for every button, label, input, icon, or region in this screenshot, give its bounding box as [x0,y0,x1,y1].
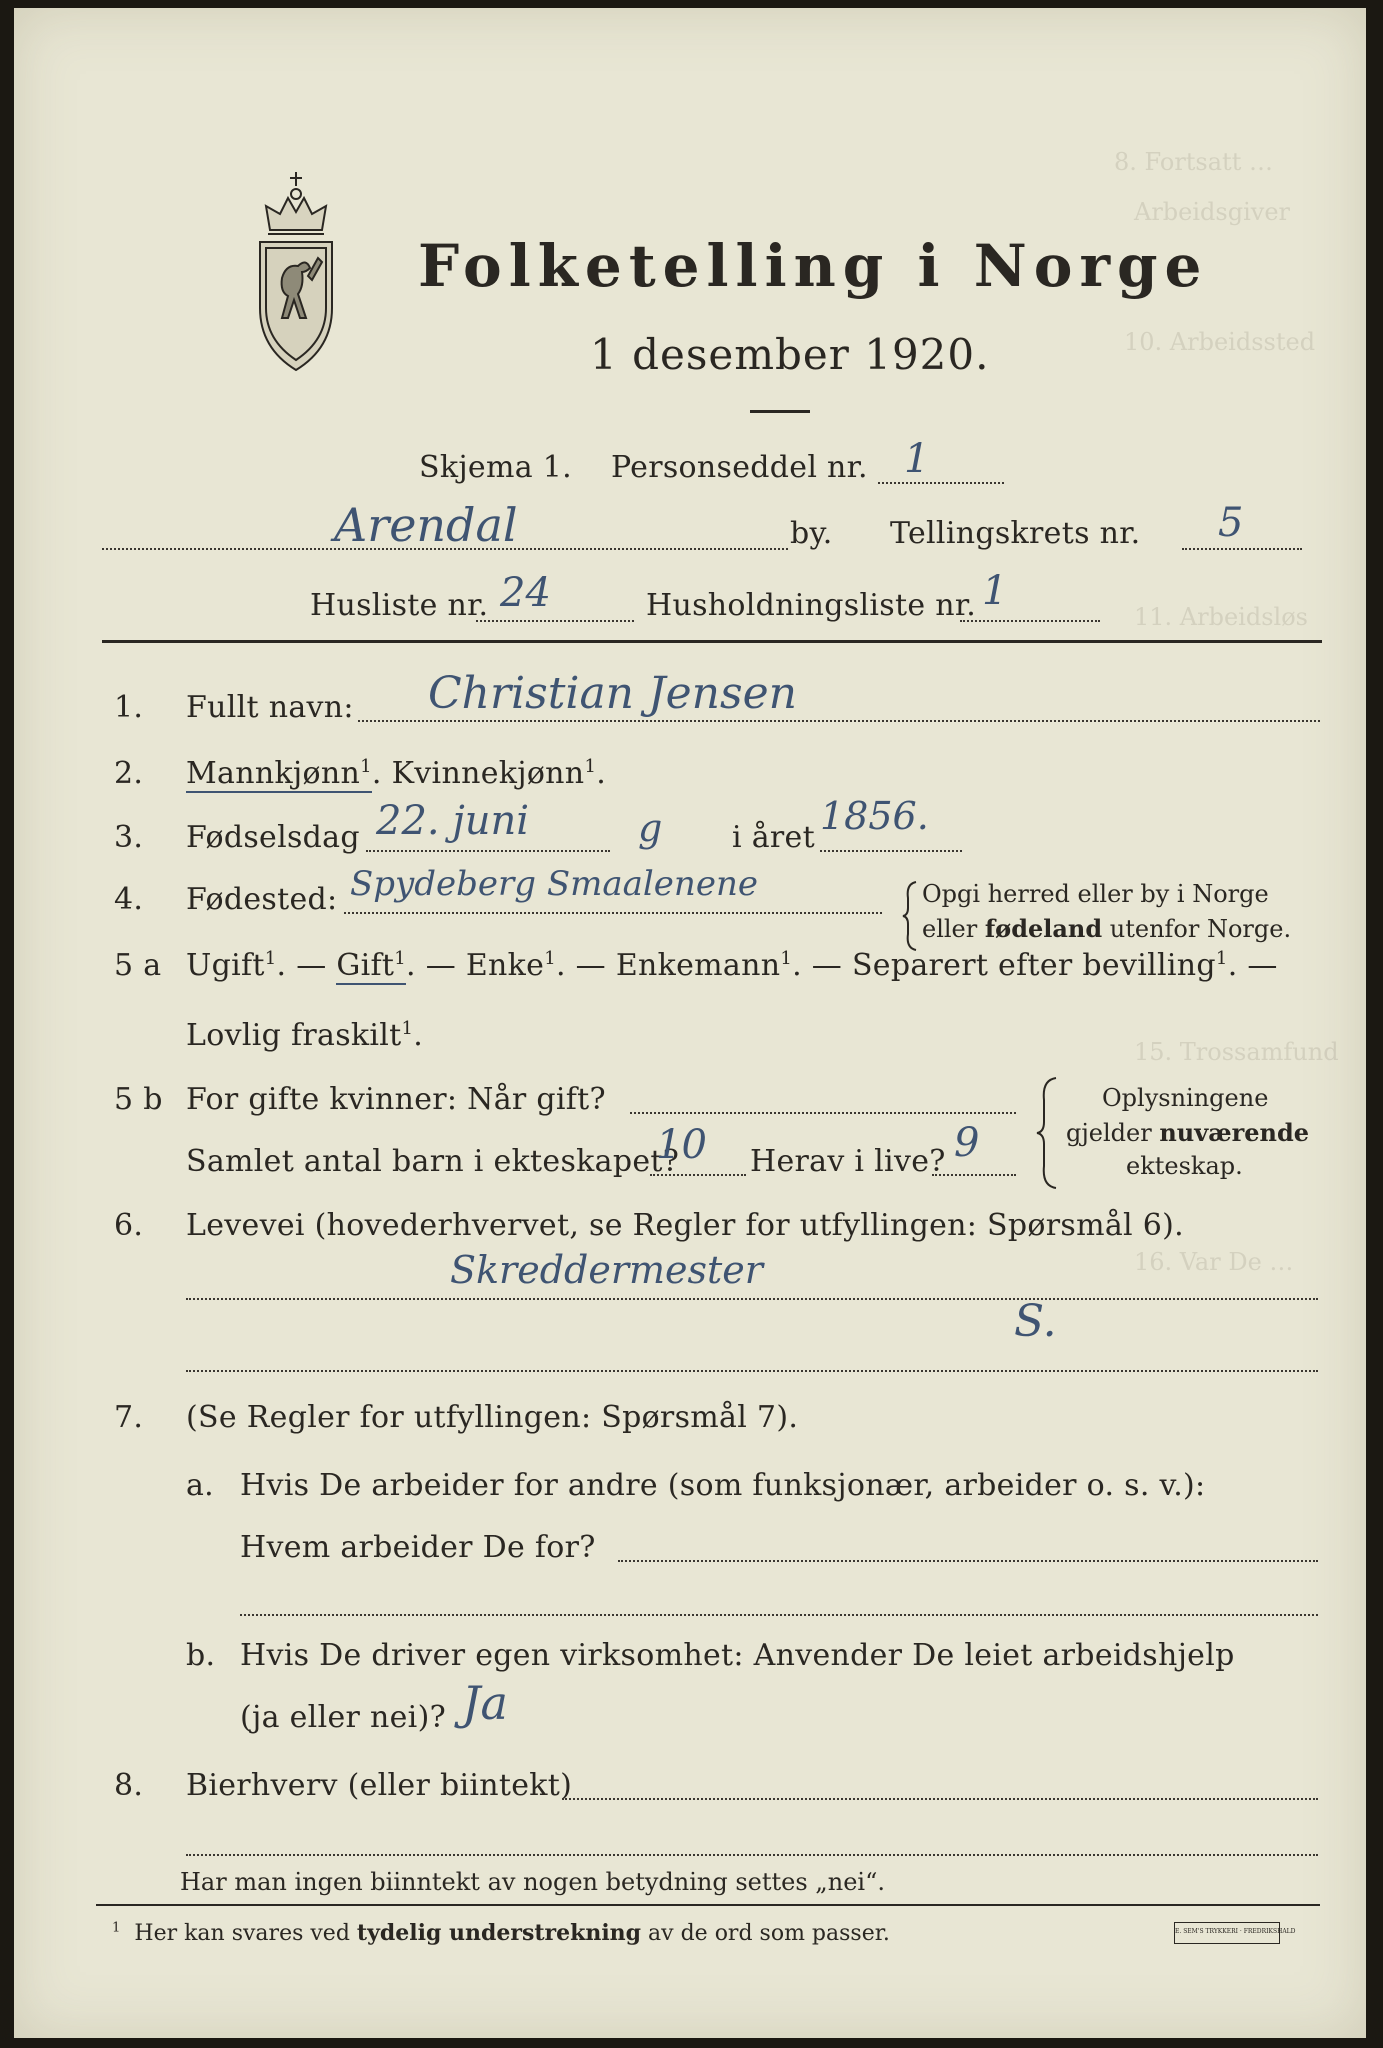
q5b-alive-line [932,1174,1016,1176]
husliste-line [476,620,634,622]
q4-note-line1: Opgi herred eller by i Norge [922,880,1269,908]
q7b-letter: b. [186,1638,216,1673]
q5b-children-label: Samlet antal barn i ekteskapet? [186,1144,680,1179]
q1-label: Fullt navn: [186,690,354,725]
q1-line [358,720,1320,722]
husliste-value[interactable]: 24 [500,570,551,616]
q6-line2 [186,1370,1318,1372]
option-ugift[interactable]: Ugift$^1$. [186,948,287,983]
tellingskrets-label: Tellingskrets nr. [890,516,1141,551]
q5b-note-line3: ekteskap. [1126,1152,1243,1180]
footnote-rule [96,1904,1320,1906]
personseddel-label: Personseddel nr. [611,450,868,485]
q5a-number: 5 a [114,948,162,983]
q8-line2 [186,1854,1318,1856]
footnote: $^1$ Her kan svares ved tydelig understrekning av de ord som passer. [112,1920,890,1946]
hired-help-value[interactable]: Ja [462,1676,508,1730]
q5b-when-line [630,1112,1016,1114]
q1-number: 1. [114,690,144,725]
occupation-mark: S. [1014,1296,1057,1347]
birthdate-value[interactable]: 22. juni [376,798,530,844]
q7a-line2: Hvem arbeider De for? [240,1530,596,1565]
q5b-alive-label: Herav i live? [750,1144,946,1179]
occupation-value[interactable]: Skreddermester [450,1248,763,1292]
q5b-number: 5 b [114,1082,163,1117]
nei-note: Har man ingen biinntekt av nogen betydning settes „nei“. [180,1868,885,1896]
husholdning-label: Husholdningsliste nr. [646,588,977,623]
q3-number: 3. [114,820,144,855]
skjema-label: Skjema 1. [419,450,572,485]
coat-of-arms-icon [252,168,340,378]
census-form: 8. Fortsatt … Arbeidsgiver 10. Arbeidssted 11. Arbeidsløs 15. Trossamfund 16. Var De … Folketelling i Norge 1 desember 1920. Skjema 1. Personseddel nr. 1 Arendal by. Tellingskrets nr. 5 Husliste nr. 24 Husholdningsliste nr. 1 1. Fullt navn: Christian Jensen 2. Mannkjønn$^1$. Kvinnekjønn$^1$. 3. Fødselsdag 22. juni g i året 1856. 4. Fødested: Spydeberg Smaalenene Opgi herred eller by i Norge eller fødeland utenfor Norge. 5 a Ugift$^1$. — Gift$^1$. — Enke$^1$. — Enkemann$^1$. — Separert efter bevilling$^1$. — Lovlig fraskilt$^1$. 5 b For gifte kvinner: Når gift? Samlet antal barn i ekteskapet? 10 Herav i live? 9 Oplysningene gjelder nuværende ekteskap. 6. Levevei (hovederhvervet, se Regler for utfyllingen: Spørsmål 6). Skreddermester S. 7. (Se Regler for utfyllingen: Spørsmål 7). a. Hvis De arbeider for andre (som funksjonær, arbeider o. s. v.): Hvem arbeider De for? b. Hvis De driver egen virksomhet: Anvender De leiet arbeidshjelp (ja eller nei)? Ja 8. Bierhverv (eller biintekt) Har man ingen biinntekt av nogen betydning settes „nei“. $^1$ Her kan svares ved tydelig understrekning av de ord som passer. E. SEM'S TRYKKERI · FREDRIKSHALD [14,8,1366,2038]
q6-label: Levevei (hovederhvervet, se Regler for utfyllingen: Spørsmål 6). [186,1208,1184,1243]
children-count-value[interactable]: 10 [656,1122,707,1168]
option-gift[interactable]: Gift$^1$ [336,948,407,983]
marital-options: Ugift$^1$. — Gift$^1$. — Enke$^1$. — Enkemann$^1$. — Separert efter bevilling$^1$. — [186,948,1278,983]
husholdning-line [960,620,1100,622]
q6-line1 [186,1298,1318,1300]
q5b-children-line [650,1174,746,1176]
full-name-value[interactable]: Christian Jensen [428,668,797,719]
q3-label: Fødselsdag [186,820,360,855]
q4-brace-icon [902,880,918,952]
q7a-letter: a. [186,1468,215,1503]
header-rule [102,640,1322,643]
q3-date-line [366,850,610,852]
by-value[interactable]: Arendal [334,498,518,552]
q7b-line2: (ja eller nei)? [240,1700,446,1735]
q4-number: 4. [114,882,144,917]
option-separert[interactable]: Separert efter bevilling$^1$. [851,948,1238,983]
q5b-note-line1: Oplysningene [1102,1084,1269,1112]
husholdning-value[interactable]: 1 [982,568,1008,614]
q7a-line-b [240,1614,1318,1616]
birthdate-mark: g [638,806,663,850]
tellingskrets-value[interactable]: 5 [1218,500,1244,546]
q5b-when-label: For gifte kvinner: Når gift? [186,1082,606,1117]
q4-note-line2: eller fødeland utenfor Norge. [922,914,1292,943]
option-enkemann[interactable]: Enkemann$^1$. [615,948,802,983]
q8-line1 [562,1798,1318,1800]
q4-line [344,912,882,914]
birthyear-value[interactable]: 1856. [820,794,929,838]
personseddel-value[interactable]: 1 [904,436,930,482]
form-title: Folketelling i Norge [418,232,1209,300]
option-kvinnekjonn[interactable]: Kvinnekjønn$^1$ [391,756,597,791]
by-label: by. [790,516,833,551]
q2-number: 2. [114,756,144,791]
q4-label: Fødested: [186,882,338,917]
q7b-line1: Hvis De driver egen virksomhet: Anvender De leiet arbeidshjelp [240,1638,1235,1673]
sex-options: Mannkjønn$^1$. Kvinnekjønn$^1$. [186,756,607,791]
q5b-note-line2: gjelder nuværende [1066,1118,1310,1147]
husliste-label: Husliste nr. [310,588,489,623]
q7-number: 7. [114,1400,144,1435]
title-divider [750,410,810,413]
option-enke[interactable]: Enke$^1$. [465,948,566,983]
printer-stamp: E. SEM'S TRYKKERI · FREDRIKSHALD [1174,1922,1280,1944]
tellingskrets-line [1182,548,1302,550]
q5b-brace-icon [1036,1076,1058,1190]
q8-label: Bierhverv (eller biintekt) [186,1768,573,1803]
q7a-line-a [618,1560,1318,1562]
q7a-line1: Hvis De arbeider for andre (som funksjonær, arbeider o. s. v.): [240,1468,1206,1503]
children-alive-value[interactable]: 9 [954,1120,980,1166]
q3-year-label: i året [732,820,815,855]
birthplace-value[interactable]: Spydeberg Smaalenene [350,864,758,904]
form-subtitle: 1 desember 1920. [590,330,990,379]
q7-label: (Se Regler for utfyllingen: Spørsmål 7). [186,1400,799,1435]
option-lovlig-fraskilt[interactable]: Lovlig fraskilt$^1$. [186,1018,424,1053]
q3-year-line [820,850,962,852]
option-mannkjonn[interactable]: Mannkjønn$^1$ [186,756,372,791]
q6-number: 6. [114,1208,144,1243]
q8-number: 8. [114,1768,144,1803]
personseddel-line [878,482,1004,484]
